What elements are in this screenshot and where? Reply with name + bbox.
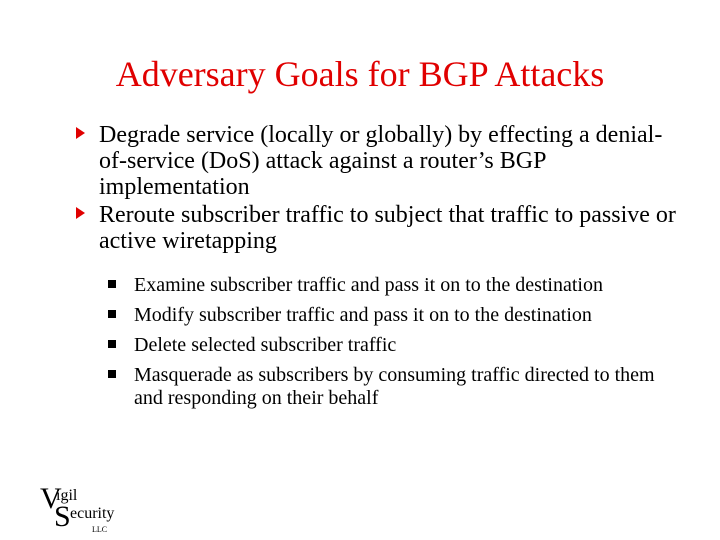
sub-bullet-item: [108, 334, 668, 357]
vigil-security-logo: [34, 480, 134, 536]
bullet-item: [74, 202, 684, 254]
square-bullet-icon: [108, 370, 116, 378]
bullet-list: [74, 122, 684, 417]
bullet-text: Degrade service (locally or globally) by effecting a denial-of-service (DoS) attack against a router’s BGP implementation: [99, 122, 663, 200]
sub-bullet-item: [108, 364, 668, 410]
sub-bullet-list: [108, 274, 668, 410]
slide-title: Adversary Goals for BGP Attacks: [115, 54, 605, 94]
logo-text-igil: igil: [56, 487, 78, 504]
sub-bullet-item: [108, 304, 668, 327]
sub-bullet-text: Delete selected subscriber traffic: [134, 334, 397, 356]
square-bullet-icon: [108, 310, 116, 318]
sub-bullet-text: Examine subscriber traffic and pass it on to the destination: [134, 274, 603, 296]
logo-letter-s: S: [54, 500, 71, 533]
sub-bullet-text: Masquerade as subscribers by consuming traffic directed to them and responding on their behalf: [134, 364, 655, 409]
logo-text-ecurity: ecurity: [70, 505, 115, 522]
bullet-arrow-icon: [76, 127, 85, 139]
sub-bullet-item: [108, 274, 668, 297]
logo-letter-v: V: [40, 482, 62, 515]
sub-bullet-text: Modify subscriber traffic and pass it on to the destination: [134, 304, 592, 326]
bullet-arrow-icon: [76, 207, 85, 219]
bullet-text: Reroute subscriber traffic to subject that traffic to passive or active wiretapping: [99, 202, 676, 254]
logo-text-llc: LLC: [92, 525, 108, 534]
square-bullet-icon: [108, 280, 116, 288]
bullet-item: [74, 122, 684, 200]
square-bullet-icon: [108, 340, 116, 348]
